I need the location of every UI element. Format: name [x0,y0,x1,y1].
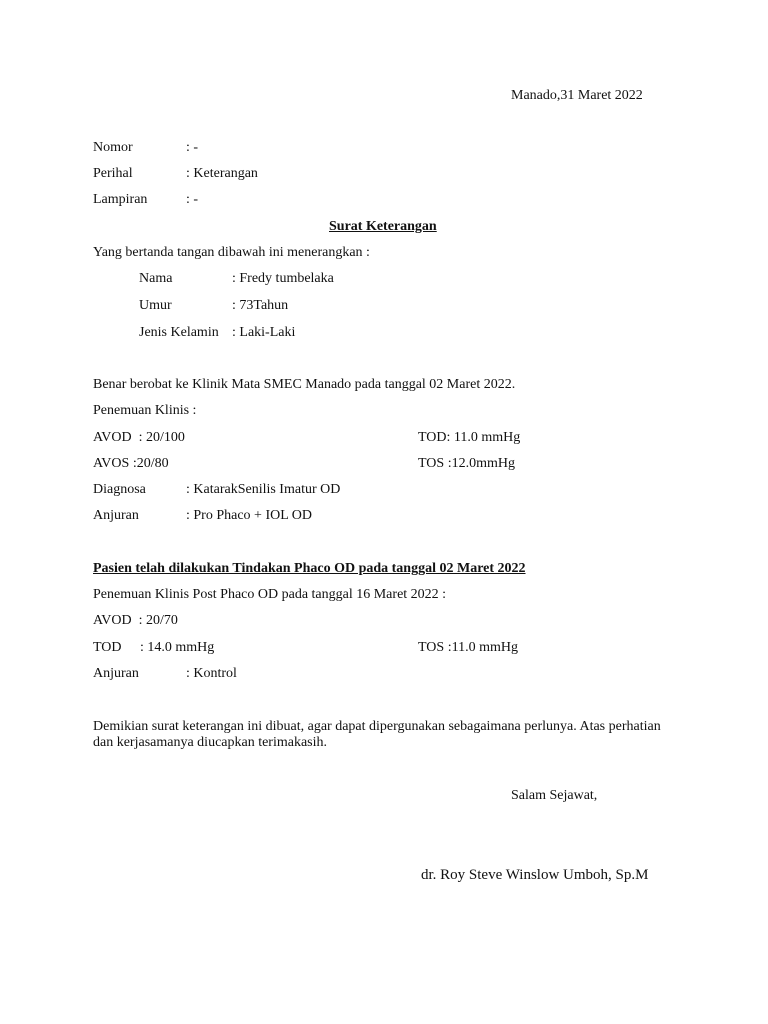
letter-title: Surat Keterangan [329,219,437,234]
post-anjuran-value: : Kontrol [186,666,237,681]
signatory-name: dr. Roy Steve Winslow Umboh, Sp.M [421,867,649,883]
post-tod-label: TOD [93,640,122,655]
nomor-value: : - [186,140,199,155]
perihal-label: Perihal [93,166,133,181]
place-date: Manado,31 Maret 2022 [511,88,643,103]
anjuran-value: : Pro Phaco + IOL OD [186,508,312,523]
lampiran-label: Lampiran [93,192,148,207]
perihal-value: : Keterangan [186,166,258,181]
tos-value: TOS :12.0mmHg [418,456,515,471]
anjuran-label: Anjuran [93,508,139,523]
post-anjuran-label: Anjuran [93,666,139,681]
lampiran-value: : - [186,192,199,207]
diagnosa-label: Diagnosa [93,482,146,497]
procedure-statement: Pasien telah dilakukan Tindakan Phaco OD pada tanggal 02 Maret 2022 [93,561,526,576]
avos-value: AVOS :20/80 [93,456,169,471]
post-tod-value: : 14.0 mmHg [140,640,215,655]
post-avod-value: AVOD : 20/70 [93,613,178,628]
findings-label: Penemuan Klinis : [93,403,197,418]
visit-statement: Benar berobat ke Klinik Mata SMEC Manado pada tanggal 02 Maret 2022. [93,377,516,392]
nama-value: : Fredy tumbelaka [232,271,334,286]
post-tos-value: TOS :11.0 mmHg [418,640,518,655]
nomor-label: Nomor [93,140,133,155]
post-findings-label: Penemuan Klinis Post Phaco OD pada tanggal 16 Maret 2022 : [93,587,447,602]
diagnosa-value: : KatarakSenilis Imatur OD [186,482,341,497]
jenis-kelamin-label: Jenis Kelamin [139,325,219,340]
closing-paragraph: Demikian surat keterangan ini dibuat, agar dapat dipergunakan sebagaimana perlunya. Atas perhatian dan kerjasamanya diucapkan terimakasih. [93,719,661,750]
nama-label: Nama [139,271,173,286]
jenis-kelamin-value: : Laki-Laki [232,325,296,340]
umur-value: : 73Tahun [232,298,289,313]
intro-text: Yang bertanda tangan dibawah ini menerangkan : [93,245,370,260]
avod-value: AVOD : 20/100 [93,430,185,445]
salutation: Salam Sejawat, [511,788,598,803]
tod-value: TOD: 11.0 mmHg [418,430,521,445]
umur-label: Umur [139,298,172,313]
